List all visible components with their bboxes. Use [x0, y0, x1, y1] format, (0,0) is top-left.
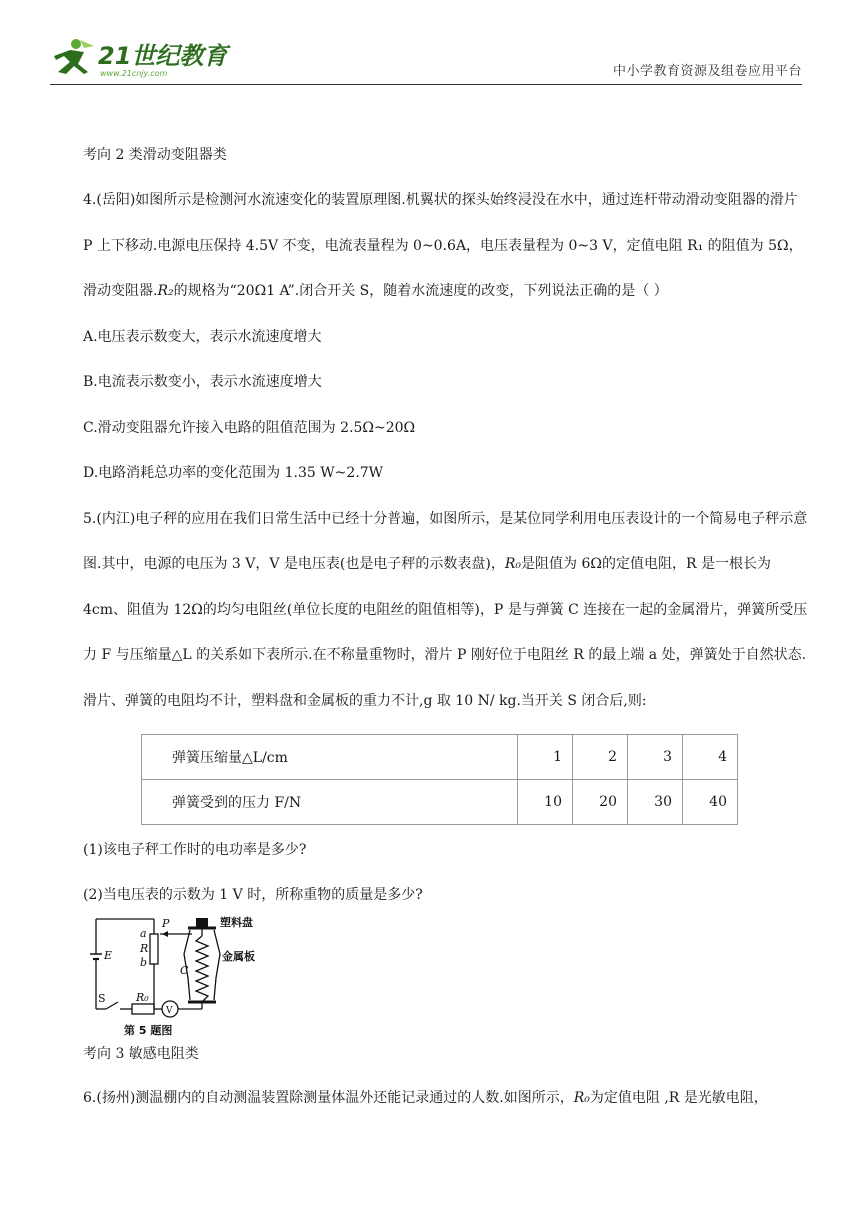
svg-text:R₀: R₀ [136, 991, 149, 1004]
table-cell: 3 [628, 735, 683, 780]
runner-icon [54, 39, 94, 74]
table-cell: 1 [518, 735, 573, 780]
circuit-figure [84, 914, 264, 1039]
q4-option-c: C.滑动变阻器允许接入电路的阻值范围为 2.5Ω~20Ω [83, 419, 416, 436]
svg-text:R: R [140, 942, 149, 955]
svg-text:V: V [166, 1006, 173, 1016]
svg-text:b: b [140, 956, 148, 969]
table-cell: 20 [573, 780, 628, 825]
spring-table [141, 734, 738, 825]
section3-title: 考向 3 敏感电阻类 [83, 1046, 199, 1062]
table-row [142, 735, 738, 780]
table-cell: 10 [518, 780, 573, 825]
q5-sub2: (2)当电压表的示数为 1 V 时，所称重物的质量是多少? [83, 887, 423, 903]
header-divider [50, 84, 802, 85]
section2-title: 考向 2 类滑动变阻器类 [83, 147, 227, 163]
q6-stem: 6.(扬州)测温棚内的自动测温装置除测量体温外还能记录通过的人数.如图所示，R₀为定值电阻 ,R 是光敏电阻， [83, 1090, 768, 1106]
svg-text:a: a [140, 927, 147, 940]
svg-text:金属板: 金属板 [222, 950, 255, 963]
q5-sub1: (1)该电子秤工作时的电功率是多少? [83, 842, 307, 858]
table-cell: 30 [628, 780, 683, 825]
platform-name: 中小学教育资源及组卷应用平台 [612, 64, 802, 79]
svg-text:S: S [98, 992, 106, 1005]
logo-21cnjy [50, 36, 240, 84]
q4-option-b: B.电流表示数变小，表示水流速度增大 [83, 374, 322, 390]
table-cell: 2 [573, 735, 628, 780]
table-cell: 40 [683, 780, 738, 825]
table-row-label: 弹簧压缩量△L/cm [142, 735, 518, 780]
svg-text:P: P [162, 917, 170, 930]
svg-text:C: C [180, 964, 189, 977]
svg-text:21世纪教育: 21世纪教育 [98, 42, 228, 70]
svg-text:塑料盘: 塑料盘 [220, 916, 253, 929]
q4-option-d: D.电路消耗总功率的变化范围为 1.35 W~2.7W [83, 465, 384, 481]
page-header [0, 0, 860, 90]
table-row-label: 弹簧受到的压力 F/N [142, 780, 518, 825]
q4-stem: 4.(岳阳)如图所示是检测河水流速变化的装置原理图.机翼状的探头始终浸没在水中，通过连杆带动滑动变阻器的滑片 P 上下移动.电源电压保持 4.5V 不变，电流表量程为 0~0.6A，电压表量程为 0~3 V，定值电阻 R₁ 的阻值为 5Ω，滑动变阻器.R₂的规格为“20Ω1 A”.闭合开关 S，随着水流速度的改变，下列说法正确的是（ ） [83, 192, 803, 299]
circuit-diagram [84, 914, 264, 1039]
q5-stem: 5.(内江)电子秤的应用在我们日常生活中已经十分普遍，如图所示，是某位同学利用电压表设计的一个简易电子秤示意图.其中，电源的电压为 3 V，V 是电压表(也是电子秤的示数表盘)，R₀是阻值为 6Ω的定值电阻，R 是一根长为 4cm、阻值为 12Ω的均匀电阻丝(单位长度的电阻丝的阻值相等)，P 是与弹簧 C 连接在一起的金属滑片，弹簧所受压力 F 与压缩量△L 的关系如下表所示.在不称量重物时，滑片 P 刚好位于电阻丝 R 的最上端 a 处，弹簧处于自然状态.滑片、弹簧的电阻均不计，塑料盘和金属板的重力不计,g 取 10 N/ kg.当开关 S 闭合后,则: [83, 510, 808, 709]
svg-text:E: E [104, 949, 113, 962]
table-row [142, 780, 738, 825]
svg-text:第 5 题图: 第 5 题图 [124, 1024, 173, 1037]
table-cell: 4 [683, 735, 738, 780]
plastic-plate [196, 918, 208, 927]
q4-option-a: A.电压表示数变大，表示水流速度增大 [83, 328, 322, 345]
svg-text:www.21cnjy.com: www.21cnjy.com [100, 69, 168, 78]
document-body [54, 144, 810, 1109]
